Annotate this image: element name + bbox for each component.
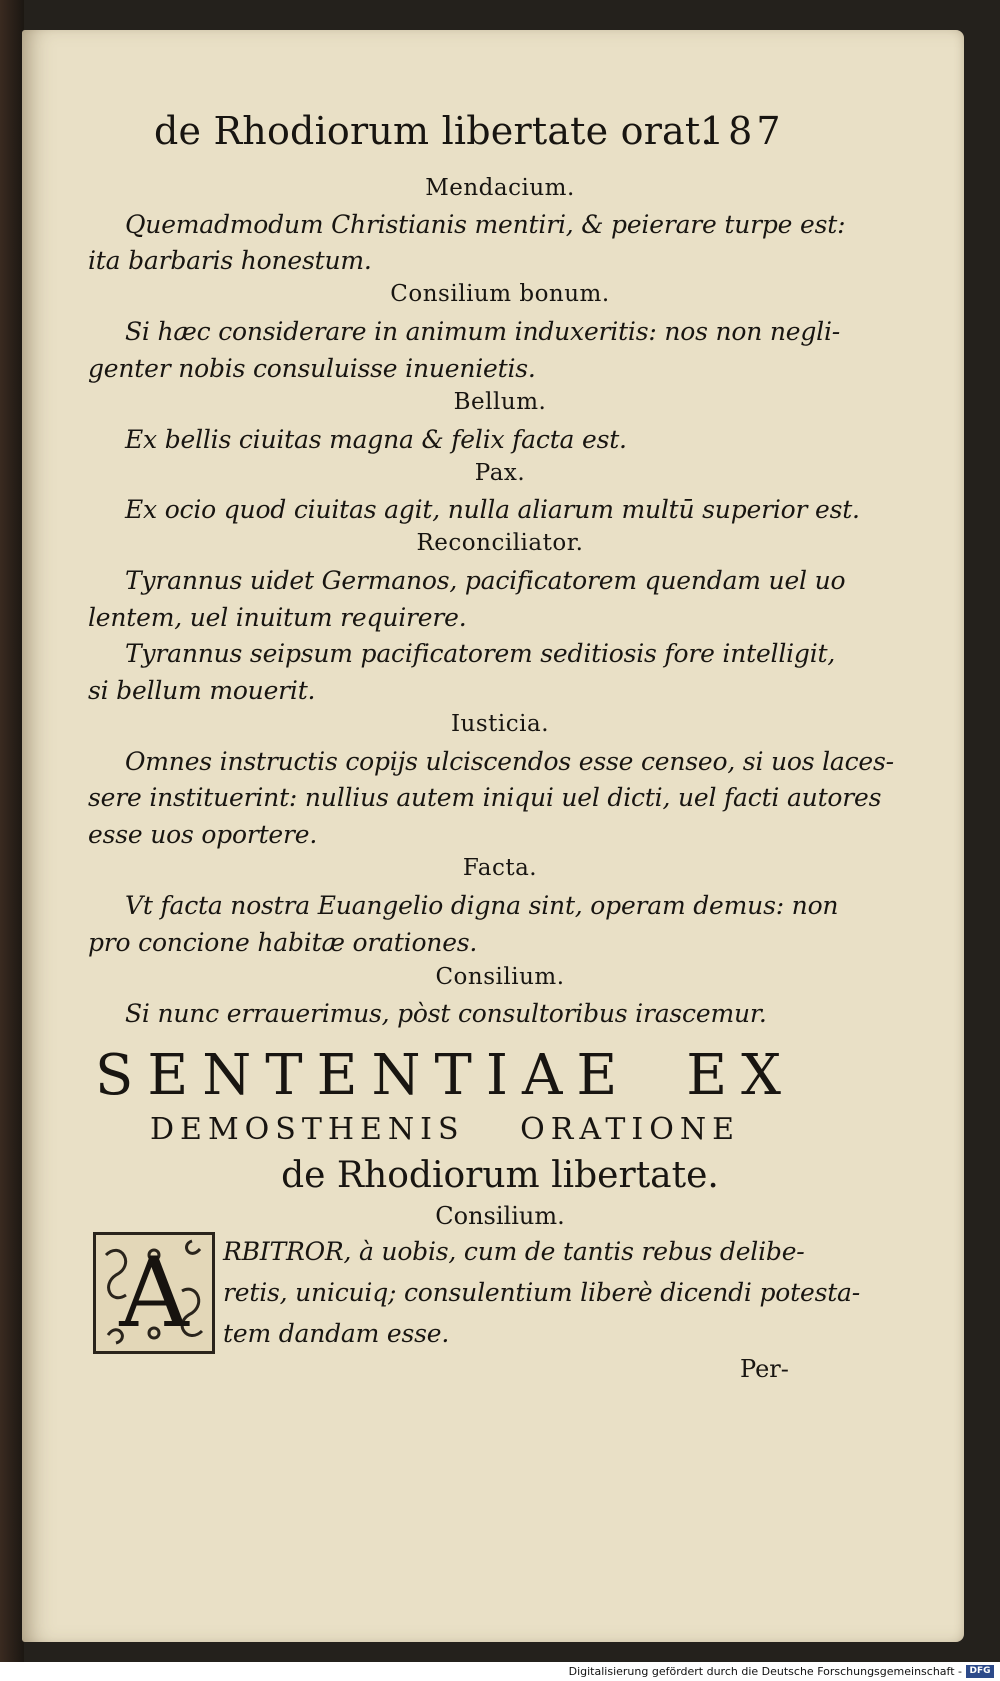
section-title: SENTENTIAE EX (95, 1043, 795, 1108)
text-line: retis, unicuiq; consulentium liberè dicendi potesta- (223, 1278, 861, 1307)
text-line: esse uos oportere. (88, 820, 318, 849)
text-line: RBITROR, à uobis, cum de tantis rebus delibe- (223, 1237, 805, 1266)
catchword: Per- (740, 1355, 789, 1383)
text-line: Tyrannus seipsum pacificatorem seditiosis fore intelligit, (125, 639, 836, 668)
text-line: Si hæc considerare in animum induxeritis: nos non negli- (125, 317, 840, 346)
initial-letter: A (119, 1237, 189, 1349)
digitization-footer (0, 1662, 1000, 1681)
text-line: Omnes instructis copijs ulciscendos esse censeo, si uos laces- (125, 747, 894, 776)
text-line: Vt facta nostra Euangelio digna sint, operam demus: non (125, 891, 839, 920)
running-head: de Rhodiorum libertate orat. (154, 109, 713, 153)
section-heading: Facta. (462, 855, 538, 881)
section-heading: Iusticia. (450, 711, 550, 737)
section-heading: Pax. (474, 460, 526, 486)
section-heading: Bellum. (453, 389, 547, 415)
section-heading: Mendacium. (425, 175, 575, 201)
section-heading: Reconciliator. (416, 530, 584, 556)
text-line: lentem, uel inuitum requirere. (88, 603, 467, 632)
text-line: tem dandam esse. (223, 1319, 450, 1348)
decorated-initial (93, 1232, 215, 1354)
text-line: genter nobis consuluisse inuenietis. (88, 354, 536, 383)
section-heading: Consilium. (435, 1202, 565, 1230)
text-line: Ex bellis ciuitas magna & felix facta est. (125, 425, 627, 454)
section-subtitle-second: de Rhodiorum libertate. (281, 1155, 719, 1196)
text-line: Si nunc errauerimus, pòst consultoribus irascemur. (125, 999, 767, 1028)
text-line: Tyrannus uidet Germanos, pacificatorem quendam uel uo (125, 566, 846, 595)
footer-text: Digitalisierung gefördert durch die Deutsche Forschungsgemeinschaft - (568, 1665, 962, 1678)
section-heading: Consilium. (435, 964, 565, 990)
dfg-logo: DFG (966, 1665, 994, 1678)
text-line: Ex ocio quod ciuitas agit, nulla aliarum multū superior est. (125, 495, 860, 524)
text-line: Quemadmodum Christianis mentiri, & peierare turpe est: (125, 210, 846, 239)
text-line: pro concione habitæ orationes. (88, 928, 478, 957)
text-line: si bellum mouerit. (88, 676, 316, 705)
section-subtitle: DEMOSTHENIS ORATIONE (150, 1112, 740, 1147)
page-number: 187 (700, 109, 785, 153)
text-line: sere instituerint: nullius autem iniqui uel dicti, uel facti autores (88, 783, 882, 812)
section-heading: Consilium bonum. (390, 281, 610, 307)
text-line: ita barbaris honestum. (88, 246, 372, 275)
